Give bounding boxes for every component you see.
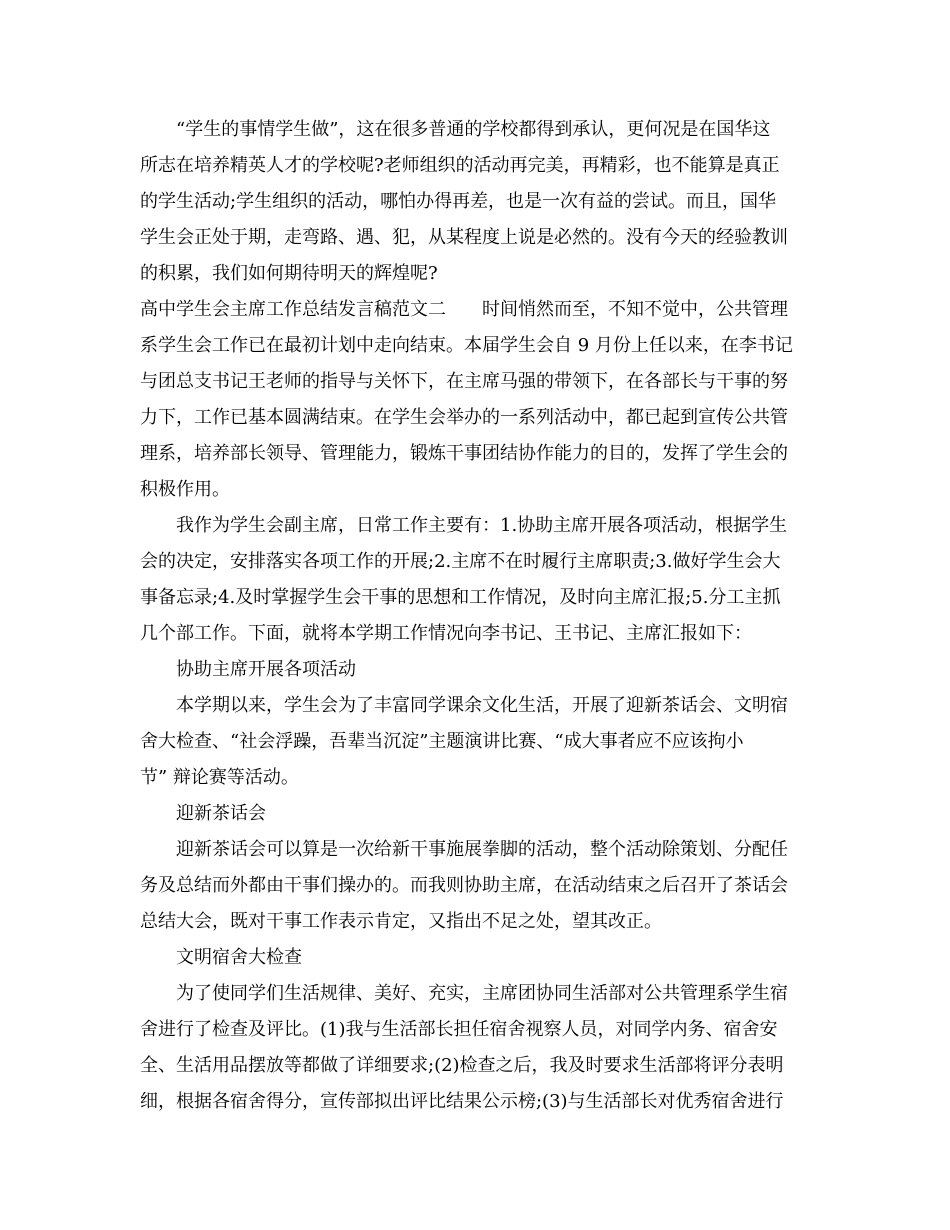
section-heading: 文明宿舍大检查 bbox=[176, 947, 302, 968]
text-line: 细，根据各宿舍得分，宣传部拟出评比结果公示榜;(3)与生活部长对优秀宿舍进行 bbox=[140, 1091, 784, 1112]
section-heading: 协助主席开展各项活动 bbox=[176, 659, 356, 680]
text-line: 学生会正处于期，走弯路、遇、犯，从某程度上说是必然的。没有今天的经验教训 bbox=[140, 227, 788, 248]
text-line: 与团总支书记王老师的指导与关怀下，在主席马强的带领下，在各部长与干事的努 bbox=[140, 371, 788, 392]
text-line: 本学期以来，学生会为了丰富同学课余文化生活，开展了迎新茶话会、文明宿 bbox=[176, 695, 788, 716]
text-line: 总结大会，既对干事工作表示肯定，又指出不足之处，望其改正。 bbox=[140, 911, 662, 932]
text-line: 迎新茶话会可以算是一次给新干事施展拳脚的活动，整个活动除策划、分配任 bbox=[176, 839, 788, 860]
text-line: 会的决定，安排落实各项工作的开展;2.主席不在时履行主席职责;3.做好学生会大 bbox=[140, 551, 781, 572]
text-line: 节” 辩论赛等活动。 bbox=[140, 767, 299, 788]
text-line: “学生的事情学生做”，这在很多普通的学校都得到承认，更何况是在国华这 bbox=[176, 119, 771, 140]
text-line: 我作为学生会副主席，日常工作主要有：1.协助主席开展各项活动，根据学生 bbox=[176, 515, 788, 536]
text-line: 舍进行了检查及评比。(1)我与生活部长担任宿舍视察人员，对同学内务、宿舍安 bbox=[140, 1019, 778, 1040]
text-line: 事备忘录;4.及时掌握学生会干事的思想和工作情况，及时向主席汇报;5.分工主抓 bbox=[140, 587, 781, 608]
text-line: 全、生活用品摆放等都做了详细要求;(2)检查之后，我及时要求生活部将评分表明 bbox=[140, 1055, 784, 1076]
text-line: 所志在培养精英人才的学校呢?老师组织的活动再完美，再精彩，也不能算是真正 bbox=[140, 155, 780, 176]
text-line: 理系，培养部长领导、管理能力，锻炼干事团结协作能力的目的，发挥了学生会的 bbox=[140, 443, 788, 464]
text-line: 力下，工作已基本圆满结束。在学生会举办的一系列活动中，都已起到宣传公共管 bbox=[140, 407, 788, 428]
text-line: 为了使同学们生活规律、美好、充实，主席团协同生活部对公共管理系学生宿 bbox=[176, 983, 788, 1004]
section-heading: 迎新茶话会 bbox=[176, 803, 266, 824]
text-line: 几个部工作。下面，就将本学期工作情况向李书记、王书记、主席汇报如下： bbox=[140, 623, 752, 644]
text-line: 舍大检查、“社会浮躁，吾辈当沉淀”主题演讲比赛、“成大事者应不应该拘小 bbox=[140, 731, 744, 752]
text-line: 系学生会工作已在最初计划中走向结束。本届学生会自 9 月份上任以来，在李书记 bbox=[140, 335, 793, 356]
text-line: 务及总结而外都由干事们操办的。而我则协助主席，在活动结束之后召开了茶话会 bbox=[140, 875, 788, 896]
text-line: 的积累，我们如何期待明天的辉煌呢? bbox=[140, 263, 438, 284]
text-line: 积极作用。 bbox=[140, 479, 230, 500]
text-line: 的学生活动;学生组织的活动，哪怕办得再差，也是一次有益的尝试。而且，国华 bbox=[140, 191, 777, 212]
text-line: 高中学生会主席工作总结发言稿范文二 时间悄然而至，不知不觉中，公共管理 bbox=[140, 299, 788, 320]
